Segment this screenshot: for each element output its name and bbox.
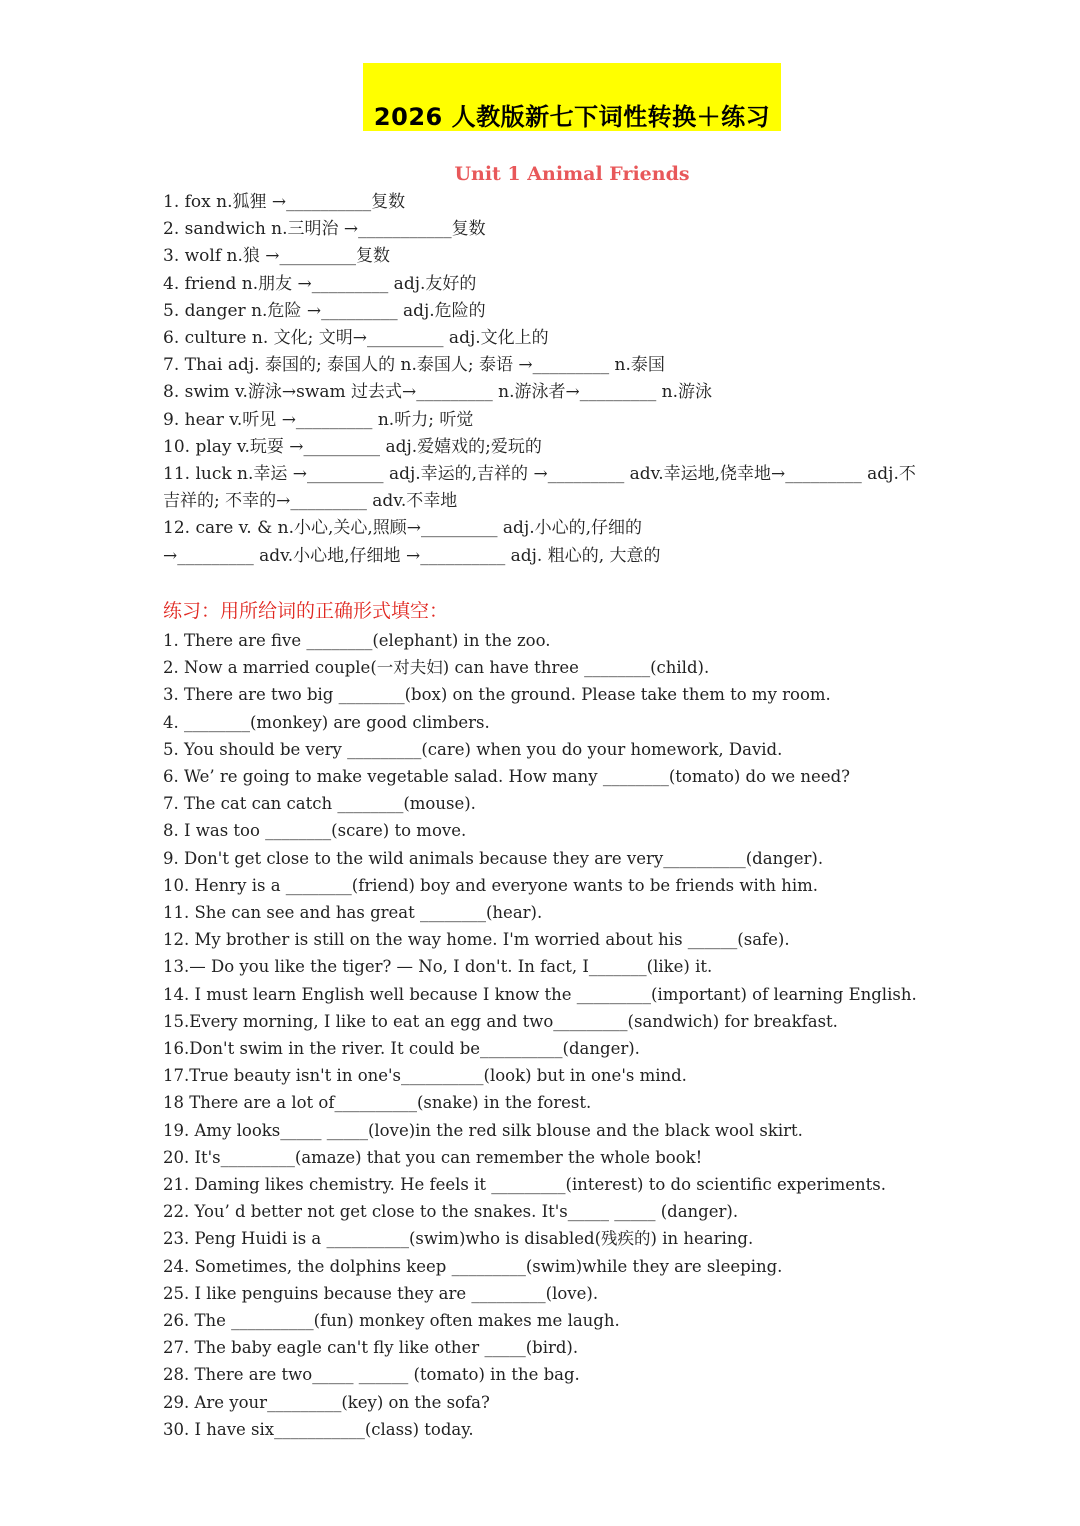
exercise-item: 27. The baby eagle can't fly like other _____(bird).	[163, 1338, 579, 1358]
exercise-item: 18 There are a lot of__________(snake) in the forest.	[163, 1093, 592, 1113]
vocab-item: 4. friend n.朋友 →_________ adj.友好的	[163, 273, 477, 294]
exercise-item: 23. Peng Huidi is a __________(swim)who is disabled(残疾的) in hearing.	[163, 1229, 754, 1249]
vocab-item: 5. danger n.危险 →_________ adj.危险的	[163, 300, 486, 321]
exercise-item: 7. The cat can catch ________(mouse).	[163, 794, 476, 814]
exercise-item: 26. The __________(fun) monkey often makes me laugh.	[163, 1311, 620, 1331]
exercise-item: 11. She can see and has great ________(hear).	[163, 903, 543, 923]
exercise-item: 5. You should be very _________(care) when you do your homework, David.	[163, 739, 783, 759]
exercise-item: 13.— Do you like the tiger? — No, I don't. In fact, I_______(like) it.	[163, 957, 713, 977]
exercise-item: 16.Don't swim in the river. It could be__________(danger).	[163, 1039, 640, 1059]
exercise-item: 3. There are two big ________(box) on the ground. Please take them to my room.	[163, 685, 831, 705]
exercise-item: 6. We’ re going to make vegetable salad. How many ________(tomato) do we need?	[163, 767, 850, 787]
exercise-item: 15.Every morning, I like to eat an egg and two_________(sandwich) for breakfast.	[163, 1011, 838, 1031]
vocab-item: 8. swim v.游泳→swam 过去式→_________ n.游泳者→_________ n.游泳	[163, 382, 713, 403]
vocab-item: 7. Thai adj. 泰国的; 泰国人的 n.泰国人; 泰语 →_________ n.泰国	[163, 355, 665, 376]
page-title: 2026 人教版新七下词性转换＋练习	[373, 103, 771, 131]
exercise-item: 12. My brother is still on the way home. I'm worried about his ______(safe).	[163, 930, 790, 950]
exercise-item: 14. I must learn English well because I know the _________(important) of learning English.	[163, 984, 917, 1004]
vocab-list	[163, 189, 993, 570]
exercise-item: 21. Daming likes chemistry. He feels it _________(interest) to do scientific experiments.	[163, 1175, 886, 1195]
vocab-item: 1. fox n.狐狸 →__________复数	[163, 192, 406, 212]
exercise-item: 17.True beauty isn't in one's__________(look) but in one's mind.	[163, 1066, 687, 1086]
exercise-item: 29. Are your_________(key) on the sofa?	[163, 1392, 490, 1412]
exercise-item: 8. I was too ________(scare) to move.	[163, 821, 467, 841]
exercise-item: 9. Don't get close to the wild animals because they are very__________(danger).	[163, 848, 824, 868]
vocab-item: 10. play v.玩耍 →_________ adj.爱嬉戏的;爱玩的	[163, 436, 542, 457]
vocab-item: 3. wolf n.狼 →_________复数	[163, 246, 391, 267]
exercise-item: 2. Now a married couple(一对夫妇) can have three ________(child).	[163, 658, 710, 678]
vocab-item: 6. culture n. 文化; 文明→_________ adj.文化上的	[163, 328, 549, 349]
vocab-item-continuation: →_________ adv.小心地,仔细地 →__________ adj. 粗心的, 大意的	[163, 545, 661, 566]
vocab-item: 2. sandwich n.三明治 →___________复数	[163, 219, 486, 240]
unit-title: Unit 1 Animal Friends	[454, 163, 690, 185]
exercise-item: 24. Sometimes, the dolphins keep _________(swim)while they are sleeping.	[163, 1256, 783, 1276]
title-highlight	[363, 63, 781, 131]
exercise-item: 1. There are five ________(elephant) in the zoo.	[163, 631, 551, 650]
exercise-item: 30. I have six___________(class) today.	[163, 1419, 474, 1439]
exercise-item: 22. You’ d better not get close to the snakes. It's_____ _____ (danger).	[163, 1202, 739, 1222]
exercise-item: 10. Henry is a ________(friend) boy and everyone wants to be friends with him.	[163, 875, 819, 895]
vocab-item: 9. hear v.听见 →_________ n.听力; 听觉	[163, 409, 474, 430]
exercise-item: 20. It's_________(amaze) that you can remember the whole book!	[163, 1147, 703, 1167]
vocab-item: 11. luck n.幸运 →_________ adj.幸运的,吉祥的 →_________ adv.幸运地,侥幸地→_________ adj.不	[163, 464, 916, 485]
exercise-item: 28. There are two_____ ______ (tomato) in the bag.	[163, 1365, 580, 1385]
vocab-item-continuation: 吉祥的; 不幸的→_________ adv.不幸地	[163, 491, 458, 512]
exercise-item: 19. Amy looks_____ _____(love)in the red silk blouse and the black wool skirt.	[163, 1120, 803, 1140]
exercise-item: 25. I like penguins because they are _________(love).	[163, 1283, 599, 1303]
exercise-item: 4. ________(monkey) are good climbers.	[163, 712, 490, 732]
vocab-item: 12. care v. & n.小心,关心,照顾→_________ adj.小心的,仔细的	[163, 518, 643, 539]
practice-heading: 练习：用所给词的正确形式填空：	[163, 600, 449, 622]
practice-list	[163, 627, 1023, 1443]
